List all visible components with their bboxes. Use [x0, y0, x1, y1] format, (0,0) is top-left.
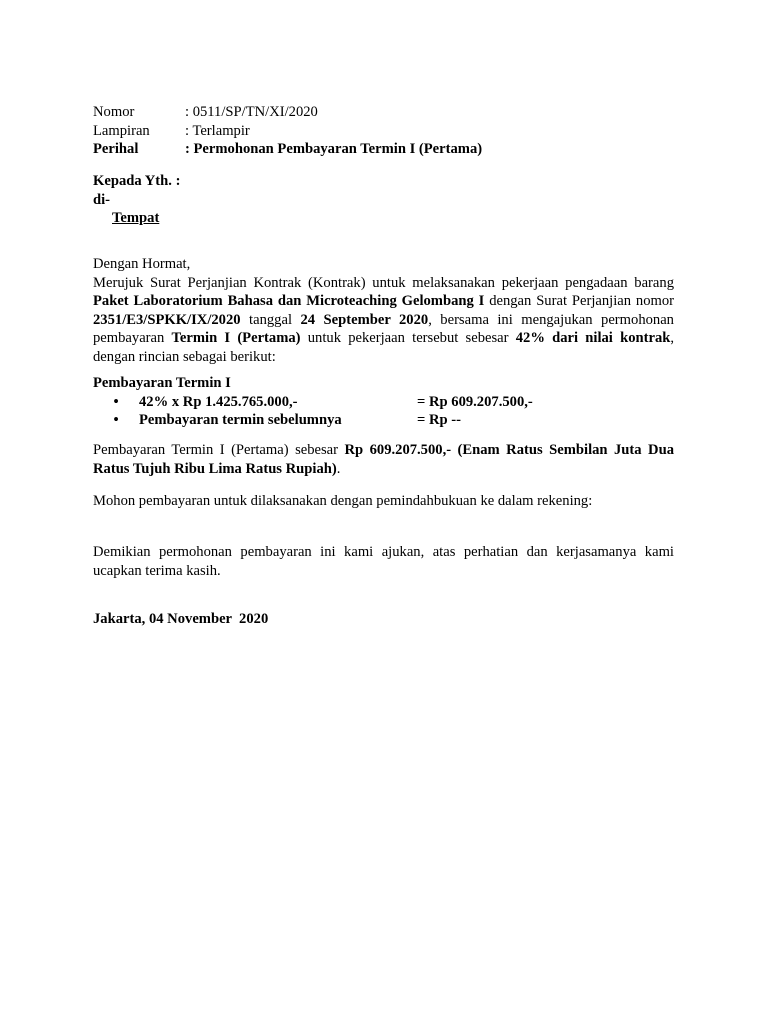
- summary-text-a: Pembayaran Termin I (Pertama) sebesar: [93, 442, 345, 458]
- intro-text-i: untuk pekerjaan tersebut sebesar: [300, 330, 516, 346]
- request-paragraph: Mohon pembayaran untuk dilaksanakan dengan pemindahbukuan ke dalam rekening:: [93, 493, 593, 509]
- lampiran-value: : Terlampir: [185, 122, 250, 139]
- place-date: Jakarta, 04 November 2020: [93, 611, 269, 627]
- summary-amount: Rp 609.207.500,- (Enam Ratus Sembilan Juta Dua Ratus Tujuh Ribu Lima Ratus Rupiah): [93, 442, 674, 477]
- lampiran-label: Lampiran: [93, 122, 150, 139]
- bullet-icon: •: [113, 412, 119, 428]
- summary-text-c: .: [336, 460, 341, 477]
- intro-text-k: , dengan rincian sebagai berikut:: [93, 330, 675, 365]
- perihal-label: Perihal: [93, 141, 139, 157]
- bullet-icon: •: [113, 393, 119, 410]
- lampiran-row: [93, 122, 674, 141]
- payment-item-label: Pembayaran termin sebelumnya: [139, 412, 342, 428]
- perihal-row: [93, 140, 674, 159]
- payment-item-label: 42% x Rp 1.425.765.000,-: [139, 393, 298, 410]
- payment-item-value: = Rp --: [417, 412, 461, 428]
- payment-item-value: = Rp 609.207.500,-: [417, 393, 533, 410]
- payment-block: [93, 374, 674, 430]
- payment-item: [93, 411, 674, 430]
- payment-heading: Pembayaran Termin I: [93, 375, 231, 391]
- recipient-line-3: Tempat: [112, 210, 160, 226]
- intro-text-g: , bersama ini mengajukan permohonan pembayaran: [93, 311, 674, 346]
- intro-text-a: Merujuk Surat Perjanjian Kontrak (Kontrak) untuk melaksanakan pekerjaan pengadaan barang: [93, 274, 674, 291]
- nomor-label: Nomor: [93, 104, 135, 120]
- recipient-line-2: di-: [93, 191, 111, 208]
- intro-agreement-date: 24 September 2020: [300, 311, 429, 328]
- summary-paragraph: [93, 441, 674, 478]
- recipient-block: [93, 172, 674, 228]
- intro-package-name: Paket Laboratorium Bahasa dan Microteaching Gelombang I: [93, 293, 485, 309]
- perihal-value: : Permohonan Pembayaran Termin I (Pertama): [185, 141, 483, 157]
- nomor-value: : 0511/SP/TN/XI/2020: [185, 104, 318, 120]
- greeting: Dengan Hormat,: [93, 256, 191, 272]
- payment-item: [93, 393, 674, 412]
- recipient-line-3-wrap: [93, 209, 674, 228]
- recipient-line-1: Kepada Yth. :: [93, 173, 181, 189]
- intro-agreement-number: 2351/E3/SPKK/IX/2020: [93, 311, 241, 328]
- intro-text-c: dengan Surat Perjanjian nomor: [484, 293, 674, 309]
- intro-paragraph: [93, 274, 674, 367]
- body-block: [93, 255, 674, 366]
- intro-termin-name: Termin I (Pertama): [171, 330, 301, 346]
- letter-header: [93, 103, 674, 159]
- intro-percentage: 42% dari nilai kontrak: [515, 330, 671, 346]
- intro-text-e: tanggal: [240, 311, 301, 328]
- closing-paragraph: Demikian permohonan pembayaran ini kami ajukan, atas perhatian dan kerjasamanya kami ucapkan terima kasih.: [93, 544, 674, 579]
- nomor-row: [93, 103, 674, 122]
